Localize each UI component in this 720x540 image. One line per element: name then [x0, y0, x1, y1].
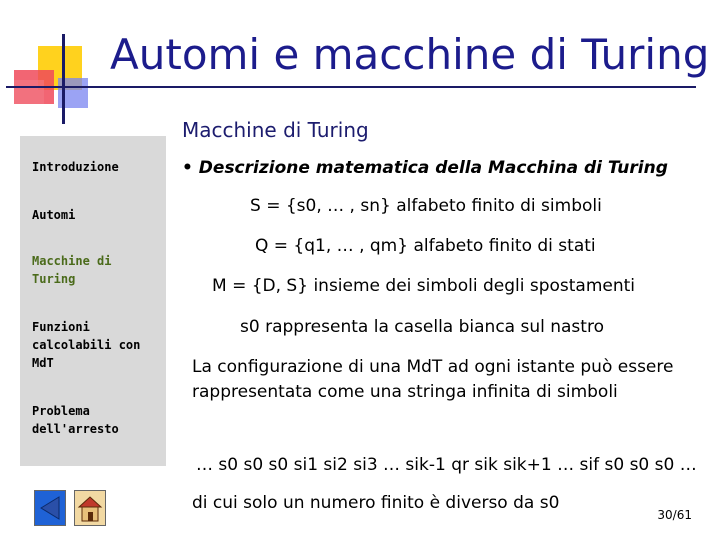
- logo-square-pink: [14, 80, 44, 104]
- sidebar: [20, 136, 166, 466]
- alphabet-q-definition: Q = {q1, … , qm} alfabeto finito di stati: [255, 236, 596, 256]
- header-divider: [6, 86, 696, 88]
- previous-slide-button[interactable]: [34, 490, 66, 526]
- sidebar-item-macchine-di-turing[interactable]: Macchine di Turing: [32, 254, 112, 286]
- configuration-paragraph: La configurazione di una MdT ad ogni istante può essere rappresentata come una stringa infinita di simboli: [192, 357, 674, 402]
- bullet-point: [182, 158, 668, 178]
- sidebar-item-problema-arresto[interactable]: Problema dell'arresto: [32, 404, 119, 436]
- alphabet-s-definition: S = {s0, … , sn} alfabeto finito di simboli: [250, 196, 602, 216]
- finite-symbols-note: di cui solo un numero finito è diverso da s0: [192, 493, 560, 513]
- home-button[interactable]: [74, 490, 106, 526]
- bullet-icon: •: [182, 158, 199, 178]
- home-icon: [75, 491, 105, 525]
- sidebar-item-introduzione[interactable]: Introduzione: [32, 160, 119, 174]
- sidebar-item-automi[interactable]: Automi: [32, 208, 76, 222]
- bullet-text: Descrizione matematica della Macchina di Turing: [198, 158, 668, 178]
- logo-vertical-line: [62, 34, 65, 124]
- page-number: 30/61: [657, 508, 692, 522]
- slide-title: Automi e macchine di Turing: [110, 30, 710, 79]
- blank-symbol-definition: s0 rappresenta la casella bianca sul nastro: [240, 317, 604, 337]
- configuration-sequence: … s0 s0 s0 si1 si2 si3 … sik-1 qr sik sik+1 … sif s0 s0 s0 …: [196, 455, 697, 475]
- slide-subtitle: Macchine di Turing: [182, 118, 369, 142]
- arrow-left-icon: [35, 491, 65, 525]
- sidebar-item-funzioni-calcolabili[interactable]: Funzioni calcolabili con MdT: [32, 320, 141, 370]
- movement-set-definition: M = {D, S} insieme dei simboli degli spostamenti: [212, 276, 636, 296]
